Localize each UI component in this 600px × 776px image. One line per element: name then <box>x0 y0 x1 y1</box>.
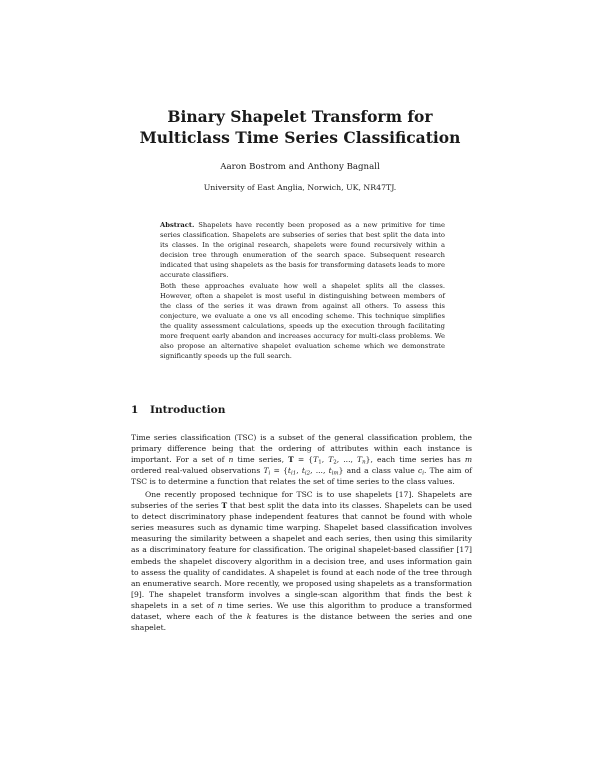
abstract-text-1: Shapelets have recently been proposed as a new primitive for time series classification. Shapelets are subseries of series that best split the data into its classes. In the original research, shapelets were found recursively within a decision tree through enumeration of the search space. Subsequent research indicated that using shapelets as the basis for transforming datasets leads to more accurate classifiers. <box>160 221 445 280</box>
paper-authors: Aaron Bostrom and Anthony Bagnall <box>220 162 380 172</box>
paper-title: Binary Shapelet Transform for Multiclass Time Series Classification <box>139 107 461 147</box>
abstract <box>160 220 445 361</box>
paper-affiliation: University of East Anglia, Norwich, UK, NR47TJ. <box>203 183 397 192</box>
intro-paragraph-1: Time series classification (TSC) is a subset of the general classification problem, the primary difference being that the ordering of attributes within each instance is important. For a set of n time series, $T = \{T_1$, $T_2$, ..., $T_n$}, each time series has m ordered real-valued observations $T_i = \{t_{i1}$, $t_{i2}$, ..., $t_{im}$} and a class value $c_i$. The aim of TSC is to determine a function that relates the set of time series to the class values. <box>131 433 473 487</box>
section-number: 1 <box>131 404 139 416</box>
abstract-paragraph-1 <box>160 220 445 281</box>
intro-paragraph-2: One recently proposed technique for TSC is to use shapelets [17]. Shapelets are subseries of the series T that best split the data into its classes. Shapelets can be used to detect discriminatory phase independent features that cannot be found with whole series measures such as dynamic time warping. Shapelet based classification involves measuring the similarity between a shapelet and each series, then using this similarity as a discriminatory feature for classification. The original shapelet-based classifier [17] embeds the shapelet discovery algorithm in a decision tree, and uses information gain to assess the quality of candidates. A shapelet is found at each node of the tree through an enumerative search. More recently, we proposed using shapelets as a transformation [9]. The shapelet transform involves a single-scan algorithm that finds the best k shapelets in a set of n time series. We use this algorithm to produce a transformed dataset, where each of the k features is the distance between the series and one shapelet. <box>131 490 473 632</box>
abstract-paragraph-2: Both these approaches evaluate how well a shapelet splits all the classes. However, often a shapelet is most useful in distinguishing between members of the class of the series it was drawn from against all others. To assess this conjecture, we evaluate a one vs all encoding scheme. This technique simplifies the quality assessment calculations, speeds up the execution through facilitating more frequent early abandon and increases accuracy for multi-class problems. We also propose an alternative shapelet evaluation scheme which we demonstrate significantly speeds up the full search. <box>160 281 445 361</box>
section-title: Introduction <box>150 404 226 416</box>
section-heading <box>131 404 225 416</box>
section-body <box>131 432 472 633</box>
abstract-label: Abstract. <box>160 221 195 229</box>
